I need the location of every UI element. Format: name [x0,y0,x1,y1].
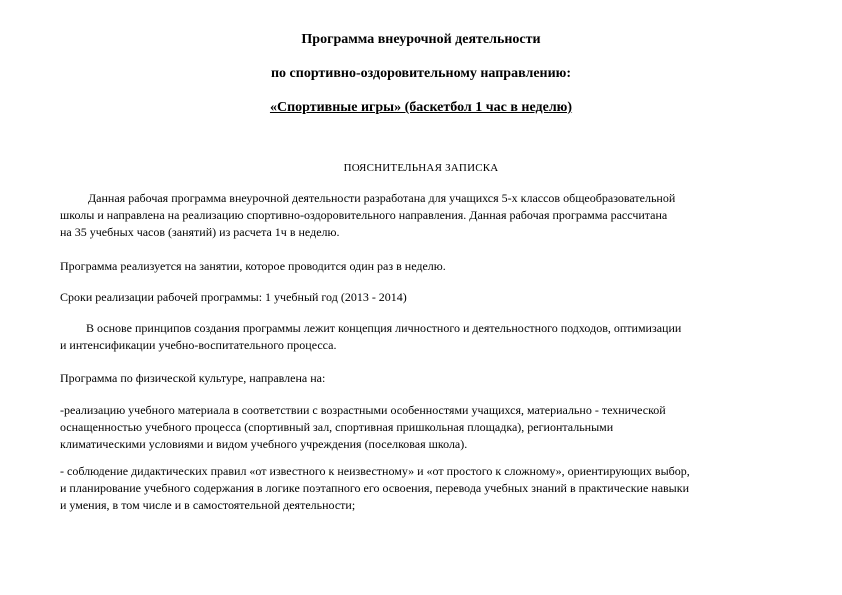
document-title-line-3 [0,100,842,116]
paragraph-line: Программа по физической культуре, направлена на: [60,371,326,385]
paragraph-line: и планирование учебного содержания в логике поэтапного его освоения, перевода учебных знаний в практические навыки [60,481,689,495]
paragraph-directed [60,370,325,387]
paragraph-line: на 35 учебных часов (занятий) из расчета 1ч в неделю. [60,225,340,239]
section-heading: ПОЯСНИТЕЛЬНАЯ ЗАПИСКА [343,162,499,174]
paragraph-schedule [60,258,446,275]
document-title-line-2: по спортивно-оздоровительному направлению: [270,66,572,81]
paragraph-line: Сроки реализации рабочей программы: 1 учебный год (2013 - 2014) [60,290,407,304]
paragraph-line: - соблюдение дидактических правил «от известного к неизвестному» и «от простого к сложному», ориентирующих выбор, [60,464,690,478]
paragraph-list-item-1 [60,402,666,453]
paragraph-line: оснащенностью учебного процесса (спортивный зал, спортивная пришкольная площадка), регионтальными [60,420,614,434]
paragraph-list-item-2 [60,463,690,514]
paragraph-timeline [60,289,407,306]
paragraph-line: климатическими условиями и видом учебного учреждения (поселковая школа). [60,437,468,451]
paragraph-line: Данная рабочая программа внеурочной деятельности разработана для учащихся 5-х классов общеобразовательной [88,191,676,205]
paragraph-line: и интенсификации учебно-воспитательного процесса. [60,338,337,352]
paragraph-line: и умения, в том числе и в самостоятельной деятельности; [60,498,356,512]
paragraph-line: Программа реализуется на занятии, которое проводится один раз в неделю. [60,259,446,273]
document-title-line-3-text: «Спортивные игры» (баскетбол 1 час в неделю) [269,100,573,115]
document-title-line-1: Программа внеурочной деятельности [301,32,541,47]
paragraph-principles [60,320,681,354]
paragraph-intro [60,190,675,241]
paragraph-line: В основе принципов создания программы лежит концепция личностного и деятельностного подходов, оптимизации [86,321,682,335]
paragraph-line: школы и направлена на реализацию спортивно-оздоровительного направления. Данная рабочая программа рассчитана [60,208,668,222]
paragraph-line: -реализацию учебного материала в соответствии с возрастными особенностями учащихся, материально - технической [60,403,666,417]
